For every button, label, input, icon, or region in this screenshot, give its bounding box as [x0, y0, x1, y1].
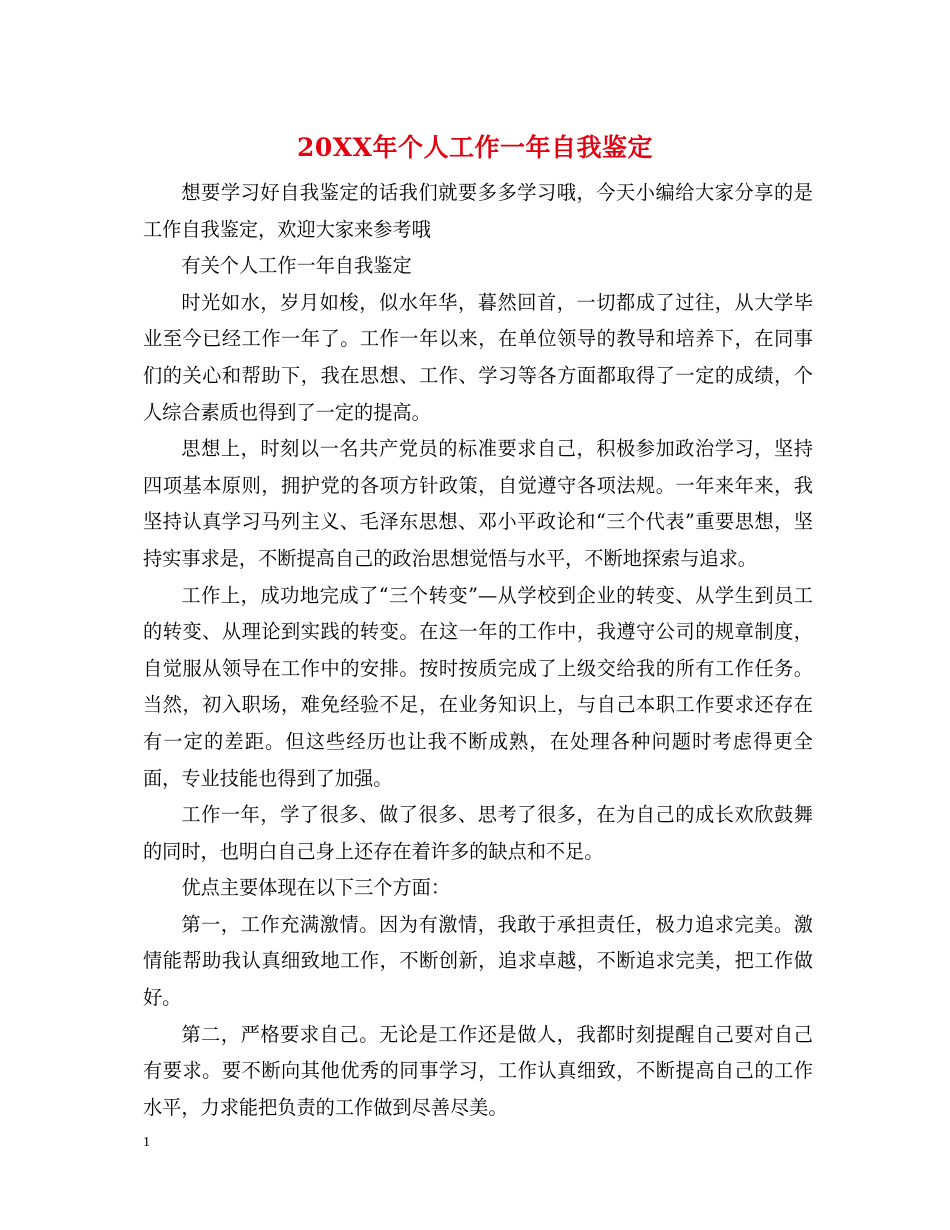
page-number: 1 — [143, 1135, 150, 1150]
paragraph-first: 第一，工作充满激情。因为有激情，我敢于承担责任，极力追求完美。激情能帮助我认真细致地工作，不断创新，追求卓越，不断追求完美，把工作做好。 — [143, 912, 813, 1010]
paragraph-thought: 思想上，时刻以一名共产党员的标准要求自己，积极参加政治学习，坚持四项基本原则，拥护党的各项方针政策，自觉遵守各项法规。一年来年来，我坚持认真学习马列主义、毛泽东思想、邓小平政论和“三个代表”重要思想，坚持实事求是，不断提高自己的政治思想觉悟与水平，不断地探索与追求。 — [143, 437, 813, 570]
paragraph-strengths-heading: 优点主要体现在以下三个方面： — [181, 876, 451, 900]
paragraph-subtitle: 有关个人工作一年自我鉴定 — [181, 254, 412, 278]
paragraph-second: 第二，严格要求自己。无论是工作还是做人，我都时刻提醒自己要对自己有要求。要不断向其他优秀的同事学习，工作认真细致，不断提高自己的工作水平，力求能把负责的工作做到尽善尽美。 — [143, 1022, 813, 1119]
paragraph-time: 时光如水，岁月如梭，似水年华，暮然回首，一切都成了过往，从大学毕业至今已经工作一年了。工作一年以来，在单位领导的教导和培养下，在同事们的关心和帮助下，我在思想、工作、学习等各方面都取得了一定的成绩，个人综合素质也得到了一定的提高。 — [143, 290, 813, 424]
paragraph-reflection: 工作一年，学了很多、做了很多、思考了很多，在为自己的成长欢欣鼓舞的同时，也明白自己身上还存在着许多的缺点和不足。 — [143, 803, 813, 863]
paragraph-intro: 想要学习好自我鉴定的话我们就要多多学习哦，今天小编给大家分享的是工作自我鉴定，欢迎大家来参考哦 — [143, 181, 813, 241]
document-body — [143, 175, 813, 1126]
document-title: 20XX年个人工作一年自我鉴定 — [296, 133, 654, 162]
paragraph-work: 工作上，成功地完成了“三个转变”—从学校到企业的转变、从学生到员工的转变、从理论到实践的转变。在这一年的工作中，我遵守公司的规章制度，自觉服从领导在工作中的安排。按时按质完成了上级交给我的所有工作任务。当然，初入职场，难免经验不足，在业务知识上，与自己本职工作要求还存在有一定的差距。但这些经历也让我不断成熟，在处理各种问题时考虑得更全面，专业技能也得到了加强。 — [143, 583, 813, 790]
